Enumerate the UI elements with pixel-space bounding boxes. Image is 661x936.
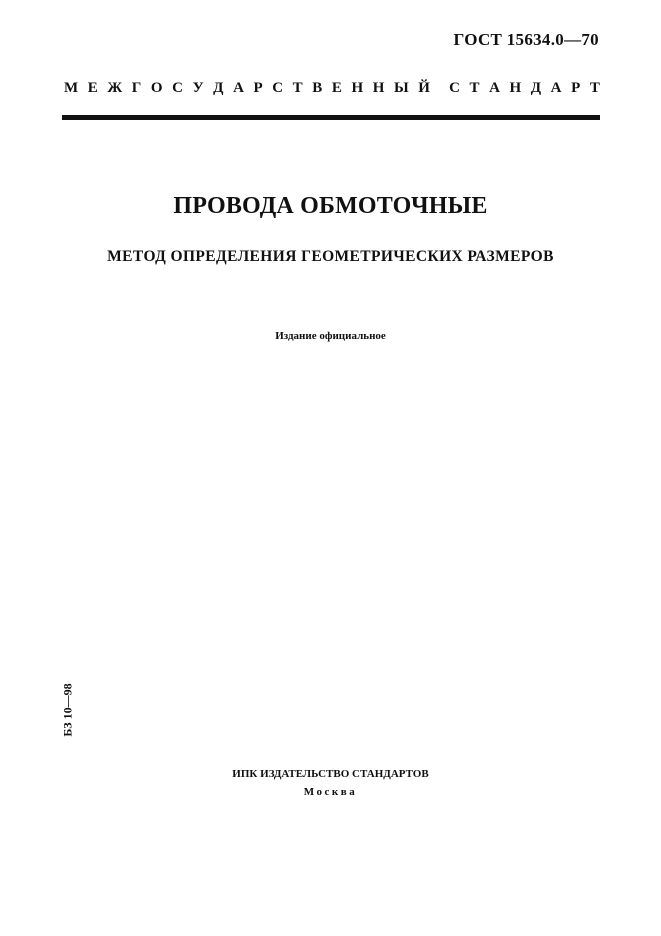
standard-type-letter: Р bbox=[571, 80, 581, 96]
standard-type-letter: Т bbox=[292, 80, 303, 96]
standard-type-letter: А bbox=[233, 80, 244, 96]
standard-type-letter: Н bbox=[509, 80, 522, 96]
standard-type-letter: С bbox=[272, 80, 284, 96]
publisher-city: Москва bbox=[303, 786, 358, 798]
standard-type-letter: О bbox=[150, 80, 163, 96]
standard-type-letter: Н bbox=[372, 80, 385, 96]
header-divider bbox=[62, 115, 600, 120]
document-subtitle: МЕТОД ОПРЕДЕЛЕНИЯ ГЕОМЕТРИЧЕСКИХ РАЗМЕРОВ bbox=[107, 248, 554, 265]
standard-type-letter: Й bbox=[418, 80, 430, 96]
standard-type-letter: У bbox=[192, 80, 204, 96]
standard-type-heading bbox=[64, 80, 600, 97]
standard-type-letter: Н bbox=[351, 80, 364, 96]
standard-type-letter: Т bbox=[469, 80, 480, 96]
publisher-name: ИПК ИЗДАТЕЛЬСТВО СТАНДАРТОВ bbox=[232, 768, 429, 780]
standard-type-letter: Т bbox=[589, 80, 600, 96]
catalog-code-text: БЗ 10—98 bbox=[60, 683, 75, 737]
catalog-code bbox=[58, 680, 78, 740]
standard-type-letter: Е bbox=[331, 80, 342, 96]
standard-type-letter: С bbox=[172, 80, 183, 96]
standard-type-letter: С bbox=[449, 80, 460, 96]
standard-type-letter: Ы bbox=[393, 80, 409, 96]
standard-type-letter: Д bbox=[530, 80, 542, 96]
standard-type-letter: Е bbox=[87, 80, 98, 96]
standard-type-letter: В bbox=[312, 80, 323, 96]
edition-note: Издание официальное bbox=[275, 330, 386, 342]
standard-type-letter: Р bbox=[253, 80, 263, 96]
standard-type-letter: М bbox=[64, 80, 79, 96]
gost-number: ГОСТ 15634.0—70 bbox=[453, 30, 599, 49]
standard-type-letter: А bbox=[489, 80, 500, 96]
standard-type-letter: Ж bbox=[107, 80, 123, 96]
standard-type-letter: Д bbox=[213, 80, 224, 96]
document-title: ПРОВОДА ОБМОТОЧНЫЕ bbox=[173, 193, 488, 219]
standard-type-letter: А bbox=[550, 80, 562, 96]
standard-type-letter: Г bbox=[131, 80, 142, 96]
